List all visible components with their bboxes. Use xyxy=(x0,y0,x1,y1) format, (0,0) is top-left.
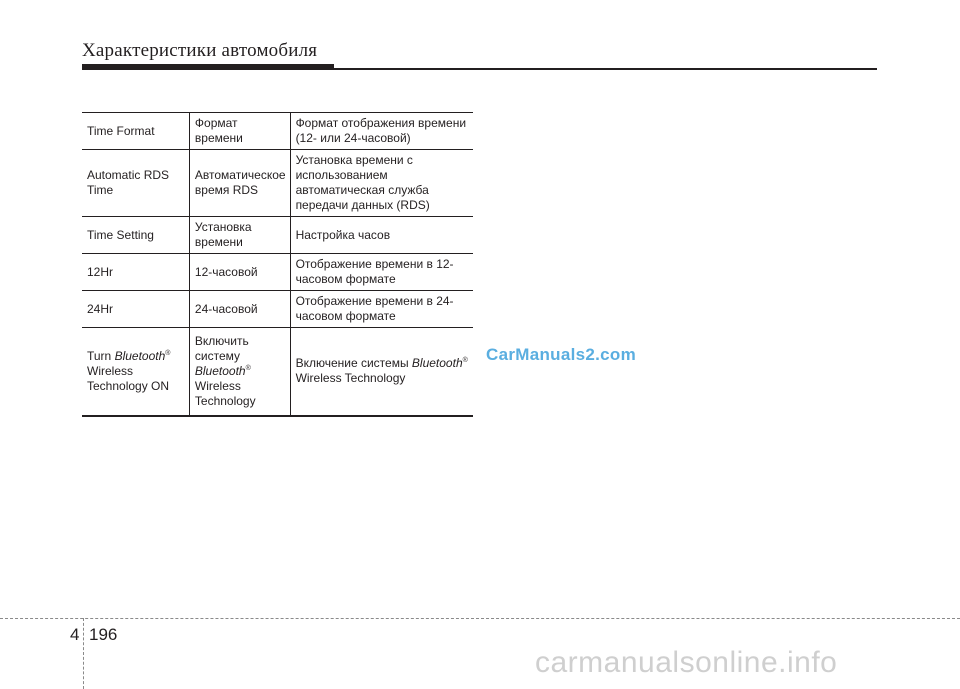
site-watermark: carmanualsonline.info xyxy=(535,646,838,679)
page-header-title: Характеристики автомобиля xyxy=(82,40,318,61)
table-row xyxy=(82,217,473,254)
header-rule-thin xyxy=(334,68,877,70)
setting-name-en: Time Setting xyxy=(82,217,189,254)
registered-mark: ® xyxy=(165,349,171,357)
footer-vertical-divider xyxy=(83,618,84,689)
bt-ru-suffix: Wireless Technology xyxy=(194,378,256,408)
setting-description: Установка времени с использованием автоматическая служба передачи данных (RDS) xyxy=(290,150,473,217)
setting-name-ru xyxy=(189,328,290,416)
settings-table xyxy=(82,112,473,417)
header-rule-thick xyxy=(82,64,334,70)
chapter-number: 4 xyxy=(70,625,80,644)
bt-en-suffix: Wireless Technology ON xyxy=(87,363,170,393)
bt-desc-suffix: Wireless Technology xyxy=(295,371,406,386)
table-row xyxy=(82,291,473,328)
page-number: 196 xyxy=(89,625,118,644)
setting-description: Настройка часов xyxy=(290,217,473,254)
setting-name-en: 12Hr xyxy=(82,254,189,291)
setting-name-en: Time Format xyxy=(82,113,189,150)
table-row xyxy=(82,150,473,217)
table-row xyxy=(82,254,473,291)
registered-mark: ® xyxy=(462,357,468,365)
setting-name-en: Automatic RDS Time xyxy=(82,150,189,217)
registered-mark: ® xyxy=(245,364,251,372)
setting-name-en: 24Hr xyxy=(82,291,189,328)
setting-description: Формат отображения времени (12- или 24-часовой) xyxy=(290,113,473,150)
setting-name-ru: Установка времени xyxy=(189,217,290,254)
setting-description: Отображение времени в 12-часовом формате xyxy=(290,254,473,291)
bt-desc-prefix: Включение системы xyxy=(295,356,412,371)
bt-desc-brand: Bluetooth xyxy=(411,356,463,371)
setting-name-ru: Формат времени xyxy=(189,113,290,150)
bt-ru-prefix: Включить систему xyxy=(194,333,249,363)
setting-description xyxy=(290,328,473,416)
bt-en-brand: Bluetooth xyxy=(114,348,166,363)
setting-name-ru: Автоматическое время RDS xyxy=(189,150,290,217)
setting-name-en xyxy=(82,328,189,416)
bt-ru-brand: Bluetooth xyxy=(194,363,246,378)
table-row xyxy=(82,328,473,416)
table-row xyxy=(82,113,473,150)
footer-divider xyxy=(0,618,960,619)
setting-name-ru: 24-часовой xyxy=(189,291,290,328)
carmanuals-watermark: CarManuals2.com xyxy=(486,345,636,364)
setting-name-ru: 12-часовой xyxy=(189,254,290,291)
bt-en-prefix: Turn xyxy=(87,348,115,363)
setting-description: Отображение времени в 24-часовом формате xyxy=(290,291,473,328)
